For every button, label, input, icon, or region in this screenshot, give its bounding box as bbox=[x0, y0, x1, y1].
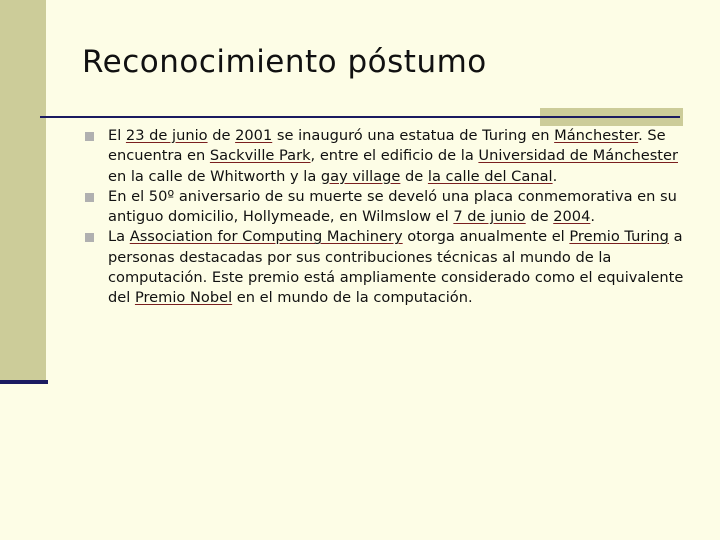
hyperlink[interactable]: 2001 bbox=[235, 127, 273, 144]
left-accent-band bbox=[0, 0, 46, 384]
bullet-text: . bbox=[552, 167, 558, 185]
hyperlink[interactable]: Association for Computing Machinery bbox=[129, 228, 403, 246]
bullet-text: El bbox=[108, 127, 126, 144]
hyperlink[interactable]: 23 de junio bbox=[125, 127, 208, 144]
bullet-item bbox=[85, 187, 685, 228]
hyperlink[interactable]: Premio Turing bbox=[569, 228, 669, 246]
hyperlink[interactable]: Premio Nobel bbox=[134, 289, 233, 307]
bullet-text: . Se encuentra en bbox=[108, 127, 666, 165]
bullet-text: En el 50º aniversario de su muerte se develó una placa conmemorativa en su antiguo domicilio, Hollymeade, en Wilmslow el bbox=[108, 187, 677, 226]
hyperlink[interactable]: Universidad de Mánchester bbox=[478, 147, 678, 165]
square-bullet-icon bbox=[85, 233, 94, 242]
hyperlink[interactable]: Mánchester bbox=[554, 127, 639, 144]
bullet-text: se inauguró una estatua de Turing en bbox=[272, 127, 555, 144]
bullet-text: de bbox=[400, 167, 428, 185]
square-bullet-icon bbox=[85, 193, 94, 202]
hyperlink[interactable]: gay village bbox=[320, 167, 401, 185]
bullet-text: a personas destacadas por sus contribuciones técnicas al mundo de la computación. Este premio está ampliamente considerado como el equivalente del bbox=[108, 228, 684, 307]
title-divider bbox=[40, 116, 680, 118]
slide-title: Reconocimiento póstumo bbox=[82, 44, 487, 80]
square-bullet-icon bbox=[85, 132, 94, 141]
bullet-item bbox=[85, 126, 685, 187]
bullet-text: en el mundo de la computación. bbox=[232, 289, 473, 307]
bullet-text: , entre el edificio de la bbox=[310, 147, 479, 165]
bullet-text: La bbox=[108, 228, 130, 246]
bullet-text: en la calle de Whitworth y la bbox=[108, 167, 321, 185]
bullet-list bbox=[85, 126, 685, 309]
left-accent-rule bbox=[0, 380, 48, 384]
hyperlink[interactable]: 2004 bbox=[553, 208, 591, 226]
bullet-text: de bbox=[525, 208, 554, 226]
bullet-text: de bbox=[207, 127, 236, 144]
bullet-item bbox=[85, 227, 685, 308]
bullet-text: otorga anualmente el bbox=[402, 228, 570, 246]
bullet-text: . bbox=[590, 208, 596, 226]
hyperlink[interactable]: Sackville Park bbox=[209, 147, 311, 165]
hyperlink[interactable]: la calle del Canal bbox=[427, 167, 553, 185]
hyperlink[interactable]: 7 de junio bbox=[453, 208, 526, 226]
